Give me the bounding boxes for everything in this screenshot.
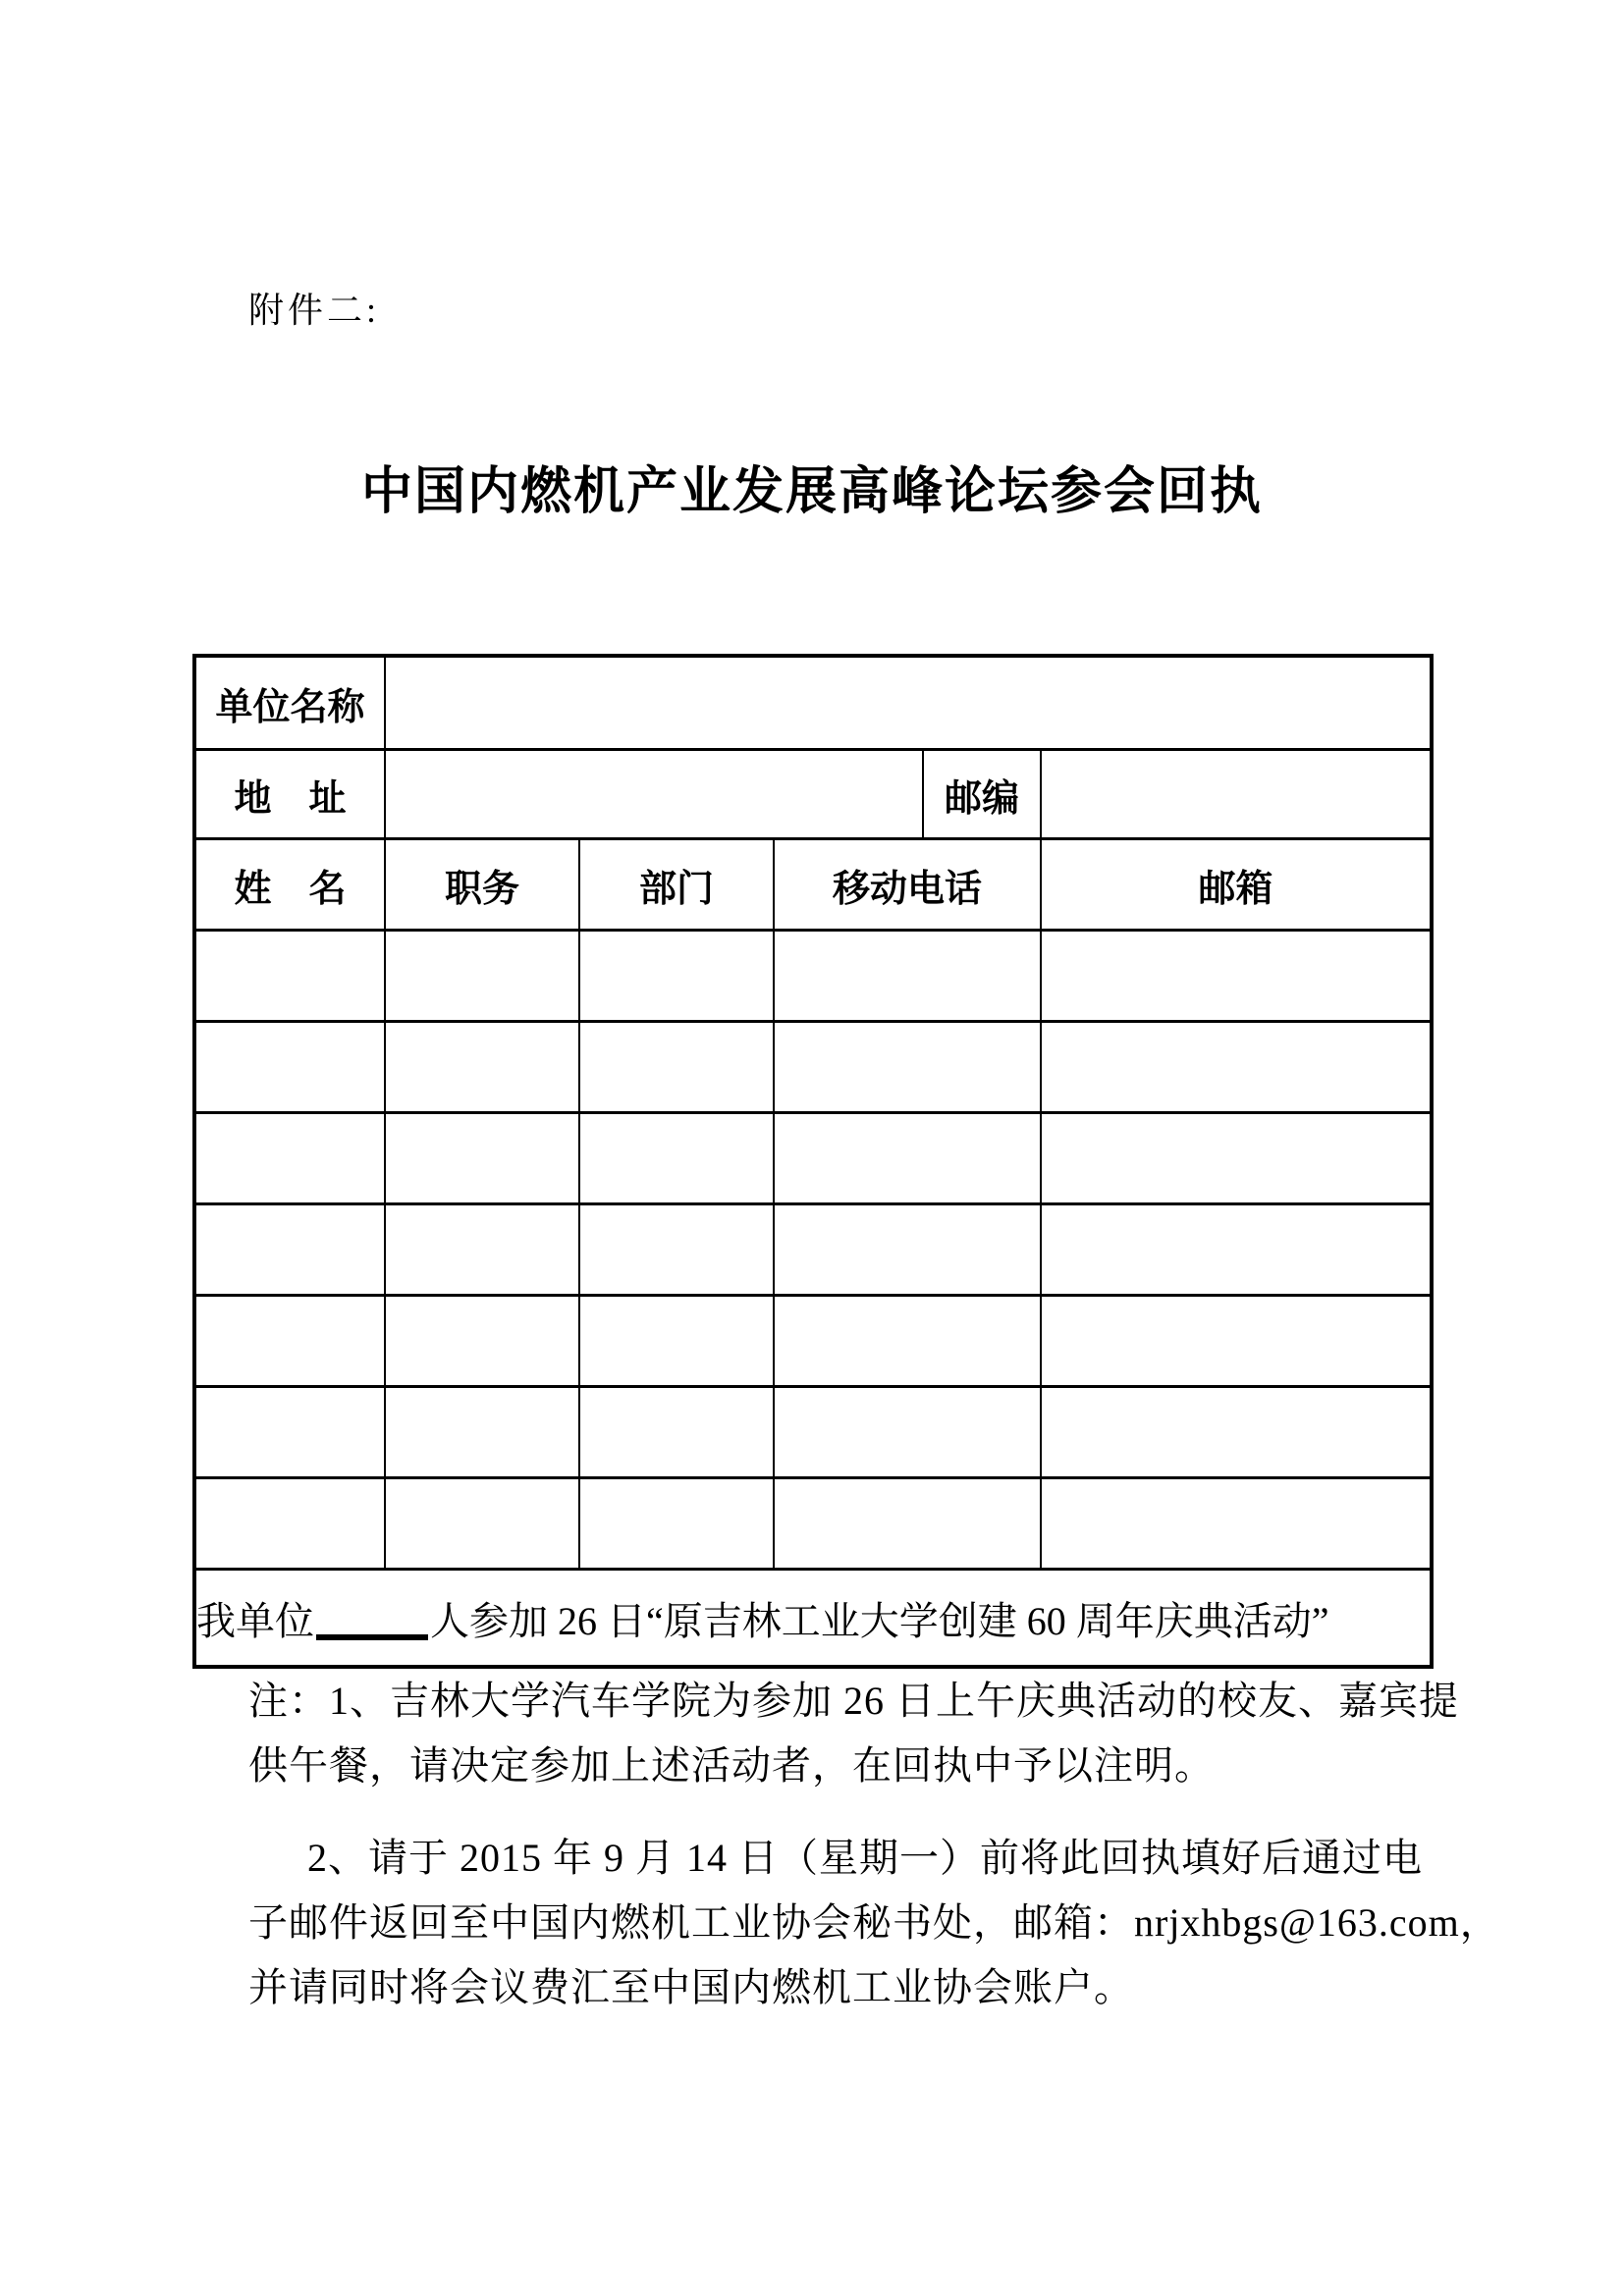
notes-section [248,1669,1500,2020]
empty-cell [774,1113,1041,1204]
empty-cell [385,1113,579,1204]
empty-cell [774,931,1041,1022]
empty-cell [774,1296,1041,1387]
person-row-5 [194,1296,1432,1387]
note-line: 注：1、吉林大学汽车学院为参加 26 日上午庆典活动的校友、嘉宾提 [248,1679,1459,1723]
person-header-row [194,839,1432,931]
empty-cell [774,1022,1041,1113]
person-row-2 [194,1022,1432,1113]
empty-cell [194,1204,385,1296]
empty-cell [194,1113,385,1204]
empty-cell [1041,1296,1432,1387]
unit-name-label: 单位名称 [194,656,385,750]
empty-cell [1041,1387,1432,1478]
empty-cell [194,1478,385,1570]
address-row [194,750,1432,839]
column-header-mobile: 移动电话 [774,839,1041,931]
note-1 [248,1669,1459,1798]
empty-cell [579,931,774,1022]
note-line: 并请同时将会议费汇至中国内燃机工业协会账户。 [248,1965,1134,2009]
unit-name-input-cell [385,656,1432,750]
empty-cell [1041,1204,1432,1296]
statement-suffix: 人参加 26 日“原吉林工业大学创建 60 周年庆典活动” [430,1598,1329,1643]
celebration-statement-row [194,1570,1432,1668]
note-line: 2、请于 2015 年 9 月 14 日（星期一）前将此回执填好后通过电 [307,1836,1423,1880]
unit-name-row [194,656,1432,750]
registration-form-table [192,654,1434,1669]
empty-cell [194,1387,385,1478]
column-header-email: 邮箱 [1041,839,1432,931]
empty-cell [579,1022,774,1113]
empty-cell [1041,1478,1432,1570]
person-row-3 [194,1113,1432,1204]
empty-cell [579,1478,774,1570]
postcode-label: 邮编 [923,750,1041,839]
empty-cell [385,931,579,1022]
empty-cell [1041,931,1432,1022]
empty-cell [579,1113,774,1204]
column-header-position: 职务 [385,839,579,931]
column-header-department: 部门 [579,839,774,931]
empty-cell [194,931,385,1022]
empty-cell [385,1478,579,1570]
empty-cell [194,1296,385,1387]
person-row-6 [194,1387,1432,1478]
postcode-input-cell [1041,750,1432,839]
page-title: 中国内燃机产业发展高峰论坛参会回执 [360,464,1263,520]
person-row-1 [194,931,1432,1022]
empty-cell [579,1387,774,1478]
note-line: 供午餐，请决定参加上述活动者，在回执中予以注明。 [248,1743,1215,1788]
empty-cell [774,1478,1041,1570]
empty-cell [385,1387,579,1478]
empty-cell [194,1022,385,1113]
celebration-statement-cell [194,1570,1432,1668]
empty-cell [1041,1113,1432,1204]
person-row-4 [194,1204,1432,1296]
address-input-cell [385,750,923,839]
note-2 [248,1826,1500,2020]
attachment-label: 附件二: [248,291,381,330]
column-header-name: 姓 名 [194,839,385,931]
statement-prefix: 我单位 [196,1598,314,1643]
empty-cell [385,1022,579,1113]
empty-cell [579,1296,774,1387]
empty-cell [385,1296,579,1387]
empty-cell [774,1204,1041,1296]
empty-cell [1041,1022,1432,1113]
address-label: 地 址 [194,750,385,839]
empty-cell [385,1204,579,1296]
note-line: 子邮件返回至中国内燃机工业协会秘书处，邮箱：nrjxhbgs@163.com， [248,1900,1500,1945]
empty-cell [774,1387,1041,1478]
participant-count-blank [316,1634,428,1640]
person-row-7 [194,1478,1432,1570]
empty-cell [579,1204,774,1296]
